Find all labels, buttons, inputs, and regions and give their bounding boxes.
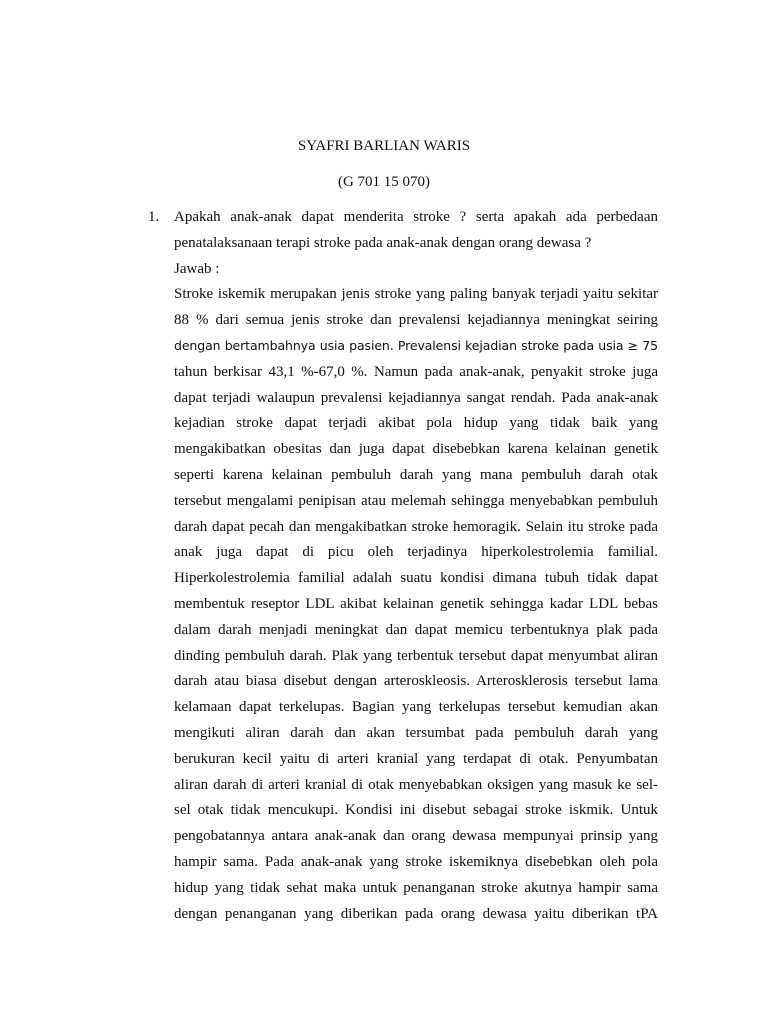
student-id: (G 701 15 070) (337, 174, 431, 190)
answer-line: berukuran kecil yaitu di arteri kranial yang terdapat di otak. Penyumbatan (174, 750, 658, 767)
answer-line: Stroke iskemik merupakan jenis stroke yang paling banyak terjadi yaitu sekitar (174, 286, 658, 303)
answer-line: dengan bertambahnya usia pasien. Prevalensi kejadian stroke pada usia ≥ 75 (174, 337, 658, 353)
answer-line: dalam darah menjadi meningkat dan dapat memicu terbentuknya plak pada (174, 621, 658, 638)
answer-line: 88 % dari semua jenis stroke dan prevalensi kejadiannya meningkat seiring (174, 312, 658, 329)
question-body (174, 207, 658, 929)
answer-line: pengobatannya antara anak-anak dan orang dewasa mempunyai prinsip yang (174, 828, 658, 845)
answer-line: Hiperkolestrolemia familial adalah suatu kondisi dimana tubuh tidak dapat (174, 570, 658, 587)
answer-line: mengikuti aliran darah dan akan tersumbat pada pembuluh darah yang (174, 724, 658, 741)
answer-line: seperti karena kelainan pembuluh darah yang mana pembuluh darah otak (174, 466, 658, 483)
answer-label: Jawab : (174, 260, 220, 277)
answer-line: membentuk reseptor LDL akibat kelainan genetik sehingga kadar LDL bebas (174, 595, 658, 612)
answer-line: hidup yang tidak sehat maka untuk penanganan stroke akutnya hampir sama (174, 879, 658, 896)
answer-line: kelamaan dapat terkelupas. Bagian yang terkelupas tersebut kemudian akan (174, 699, 658, 716)
answer-line: darah dapat pecah dan mengakibatkan stroke hemoragik. Selain itu stroke pada (174, 518, 658, 535)
answer-line: mengakibatkan obesitas dan juga dapat disebebkan karena kelainan genetik (174, 441, 658, 458)
answer-line: aliran darah di arteri kranial di otak menyebabkan oksigen yang masuk ke sel- (174, 776, 658, 793)
answer-line: hampir sama. Pada anak-anak yang stroke iskemiknya disebebkan oleh pola (174, 853, 658, 870)
question-number: 1. (148, 209, 160, 225)
answer-line: dinding pembuluh darah. Plak yang terbentuk tersebut dapat menyumbat aliran (174, 647, 658, 664)
answer-line: tahun berkisar 43,1 %-67,0 %. Namun pada anak-anak, penyakit stroke juga (174, 363, 658, 380)
answer-line: dapat terjadi walaupun prevalensi kejadiannya sangat rendah. Pada anak-anak (174, 389, 658, 406)
answer-line: darah atau biasa disebut dengan arteroskleosis. Arterosklerosis tersebut lama (174, 673, 658, 690)
answer-line: dengan penanganan yang diberikan pada orang dewasa yaitu diberikan tPA (174, 905, 658, 922)
author-name: SYAFRI BARLIAN WARIS (297, 138, 471, 154)
answer-line: anak juga dapat di picu oleh terjadinya hiperkolestrolemia familial. (174, 544, 658, 561)
question-line: penatalaksanaan terapi stroke pada anak-anak dengan orang dewasa ? (174, 234, 592, 251)
question-line: Apakah anak-anak dapat menderita stroke ? serta apakah ada perbedaan (174, 209, 658, 225)
answer-line: tersebut mengalami penipisan atau melemah sehingga menyebabkan pembuluh (174, 492, 658, 509)
answer-line: sel otak tidak mencukupi. Kondisi ini disebut sebagai stroke iskmik. Untuk (174, 802, 658, 819)
answer-line: kejadian stroke dapat terjadi akibat pola hidup yang tidak baik yang (174, 415, 658, 432)
